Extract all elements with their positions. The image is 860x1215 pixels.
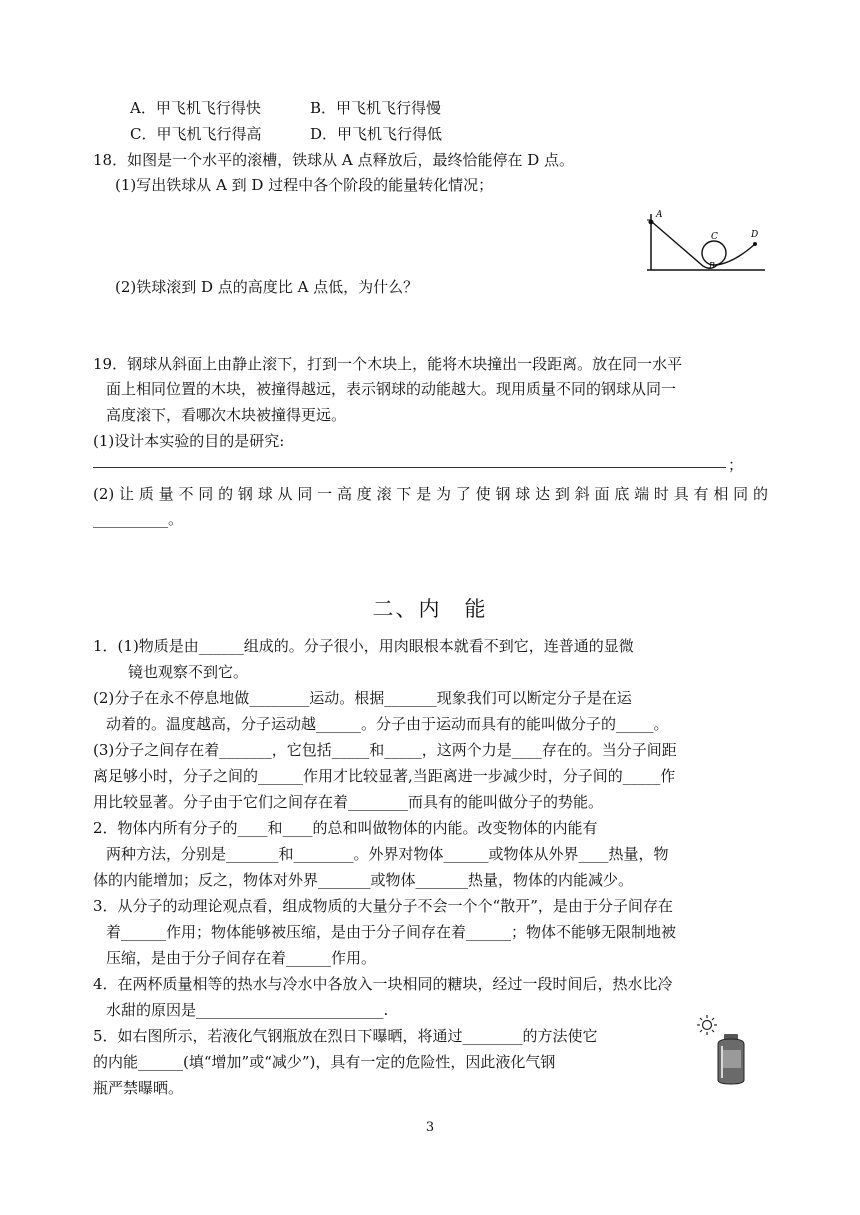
option-d: D．甲飞机飞行得低: [310, 125, 443, 143]
option-b: B．甲飞机飞行得慢: [310, 99, 442, 117]
q19-line2: 面上相同位置的木块，被撞得越远，表示钢球的动能越大。现用质量不同的钢球从同一: [106, 380, 677, 398]
sun-cylinder-illustration: [688, 1014, 748, 1086]
q19-line1: 19．钢球从斜面上由静止滚下，打到一个木块上，能将木块撞出一段距离。放在同一水平: [93, 355, 683, 373]
s2-q1-2b: 动着的。温度越高，分子运动越______。分子由于运动而具有的能叫做分子的_____。: [106, 715, 669, 733]
label-d: D: [751, 230, 759, 240]
option-c: C．甲飞机飞行得高: [130, 125, 262, 143]
s2-q1-1a: 1．(1)物质是由______组成的。分子很小，用肉眼根本就看不到它，连普通的显微: [93, 637, 634, 655]
s2-q1-3a: (3)分子之间存在着_______，它包括_____和_____，这两个力是____存在的。当分子间距: [93, 741, 677, 759]
q19-part1: (1)设计本实验的目的是研究:: [93, 432, 285, 450]
s2-q5c: 瓶严禁曝晒。: [93, 1079, 184, 1097]
gas-cylinder-icon: [718, 1034, 744, 1084]
track-figure: [643, 206, 768, 274]
s2-q5a: 5．如右图所示，若液化气钢瓶放在烈日下曝晒，将通过________的方法使它: [93, 1027, 598, 1045]
s2-q2b: 两种方法，分别是_______和________。外界对物体______或物体从外界____热量，物: [106, 845, 669, 863]
q19-part2-line1: (2)让质量不同的钢球从同一高度滚下是为了使钢球达到斜面底端时具有相同的: [93, 485, 768, 503]
s2-q3c: 压缩，是由于分子间存在着______作用。: [106, 949, 377, 967]
s2-q4a: 4．在两杯质量相等的热水与冷水中各放入一块相同的糖块，经过一段时间后，热水比冷: [93, 975, 673, 993]
label-a: A: [656, 210, 663, 220]
q18-part2: (2)铁球滚到 D 点的高度比 A 点低，为什么？: [115, 278, 419, 296]
label-b: B: [709, 261, 715, 270]
s2-q3a: 3．从分子的动理论观点看，组成物质的大量分子不会一个个“散开”，是由于分子间存在: [93, 897, 673, 915]
s2-q1-2a: (2)分子在永不停息地做________运动。根据_______现象我们可以断定分子是在运: [93, 689, 632, 707]
s2-q2a: 2．物体内所有分子的____和____的总和叫做物体的内能。改变物体的内能有: [93, 819, 598, 837]
s2-q4b: 水甜的原因是_________________________.: [106, 1001, 389, 1019]
s2-q1-3c: 用比较显著。分子由于它们之间存在着________而具有的能叫做分子的势能。: [93, 793, 604, 811]
q18-stem: 18．如图是一个水平的滚槽，铁球从 A 点释放后，最终恰能停在 D 点。: [93, 151, 575, 169]
s2-q3b: 着______作用；物体能够被压缩，是由于分子间存在着______；物体不能够无限制地被: [106, 923, 677, 941]
s2-q2c: 体的内能增加；反之，物体对外界_______或物体_______热量，物体的内能减少。: [93, 871, 634, 889]
section-title: 二、内 能: [372, 597, 488, 621]
s2-q1-1b: 镜也观察不到它。: [128, 663, 249, 681]
answer-line: [93, 467, 726, 468]
s2-q1-3b: 离足够小时，分子之间的______作用才比较显著,当距离进一步减少时，分子间的_____作: [93, 767, 676, 785]
q19-line3: 高度滚下，看哪次木块被撞得更远。: [106, 406, 347, 424]
label-c: C: [711, 232, 718, 242]
q18-part1: (1)写出铁球从 A 到 D 过程中各个阶段的能量转化情况；: [115, 176, 494, 194]
option-a: A．甲飞机飞行得快: [130, 99, 261, 117]
s2-q5b: 的内能______(填“增加”或“减少”)，具有一定的危险性，因此液化气钢: [93, 1053, 556, 1071]
q19-part2-line2: __________。: [93, 510, 184, 528]
sun-icon: [697, 1015, 717, 1035]
page-number: 3: [425, 1120, 435, 1135]
q19-part1-end: ；: [728, 456, 744, 474]
